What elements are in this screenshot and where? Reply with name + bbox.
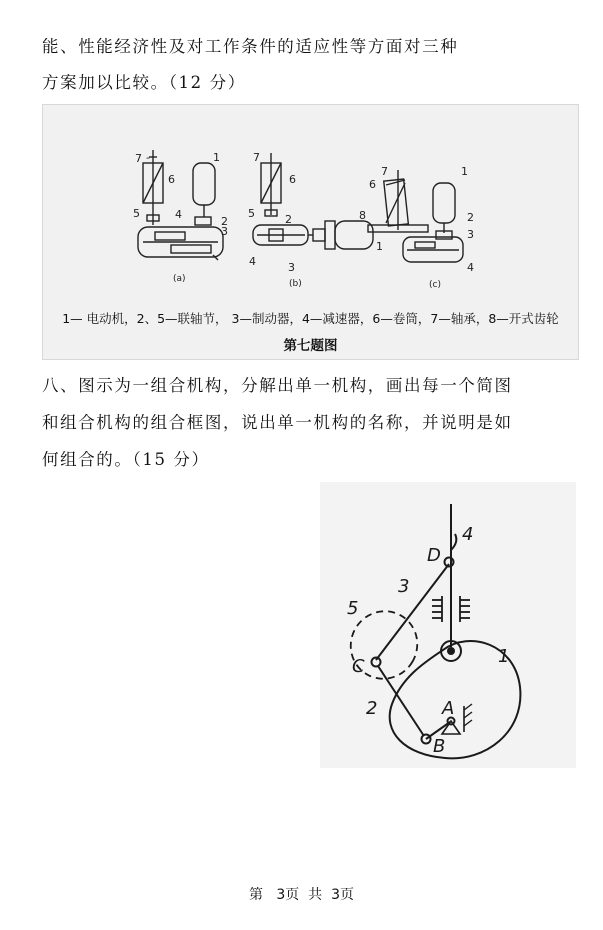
label-7: 7 <box>381 165 388 178</box>
label-2: 2 <box>285 213 292 226</box>
label-5: 5 <box>248 207 255 220</box>
label-6: 6 <box>369 178 376 191</box>
question-text-line: 方案加以比较。（12 分） <box>42 73 246 92</box>
figure-legend: 1— 电动机，2、5—联轴节， 3—制动器，4—减速器，6—卷筒，7—轴承，8—开式齿轮 <box>62 311 559 326</box>
mechanism-drawing <box>320 482 576 768</box>
question-text-line: 八、图示为一组合机构，分解出单一机构，画出每一个简图 <box>42 376 513 395</box>
question-text-line: 能、性能经济性及对工作条件的适应性等方面对三种 <box>42 37 459 56</box>
label-3: 3 <box>288 261 295 274</box>
svg-text:-: - <box>146 151 150 164</box>
label-1: 1 <box>498 646 510 667</box>
footer-page-prefix: 第 <box>248 887 263 903</box>
figure-seven <box>42 104 579 360</box>
subfigure-label-a: (a) <box>173 274 186 284</box>
footer-page-number: 3页 <box>276 887 300 903</box>
label-A: A <box>442 698 455 719</box>
label-3: 3 <box>221 225 228 238</box>
subfigure-label-b: (b) <box>289 279 302 289</box>
footer-total-prefix: 共 <box>308 887 323 903</box>
label-2: 2 <box>467 211 474 224</box>
label-5: 5 <box>347 598 359 619</box>
label-5: 5 <box>133 207 140 220</box>
label-8: 8 <box>359 209 366 222</box>
label-1: 1 <box>461 165 468 178</box>
label-4: 4 <box>467 261 474 274</box>
footer-total-number: 3页 <box>331 887 354 903</box>
question-text-line: 何组合的。（15 分） <box>42 450 210 469</box>
label-2: 2 <box>366 698 378 719</box>
label-1: 1 <box>213 151 220 164</box>
scheme-c <box>359 165 474 290</box>
combined-mechanism-figure <box>320 482 576 768</box>
label-7: 7 <box>135 152 142 165</box>
label-C: C <box>352 656 365 677</box>
label-4: 4 <box>249 255 256 268</box>
label-4: 4 <box>175 208 182 221</box>
question-text-line: 和组合机构的组合框图，说出单一机构的名称，并说明是如 <box>42 413 513 432</box>
label-4: 4 <box>462 524 474 545</box>
subfigure-label-c: (c) <box>429 280 441 290</box>
label-2: 2 <box>221 215 228 228</box>
label-6: 6 <box>289 173 296 186</box>
label-3: 3 <box>467 228 474 241</box>
label-1: 1 <box>376 240 383 253</box>
scheme-a <box>133 150 228 284</box>
label-3: 3 <box>398 576 410 597</box>
label-D: D <box>427 545 441 566</box>
page-footer <box>0 884 603 904</box>
label-7: 7 <box>253 151 260 164</box>
figure-caption: 第七题图 <box>283 338 338 354</box>
label-B: B <box>433 736 446 757</box>
label-6: 6 <box>168 173 175 186</box>
